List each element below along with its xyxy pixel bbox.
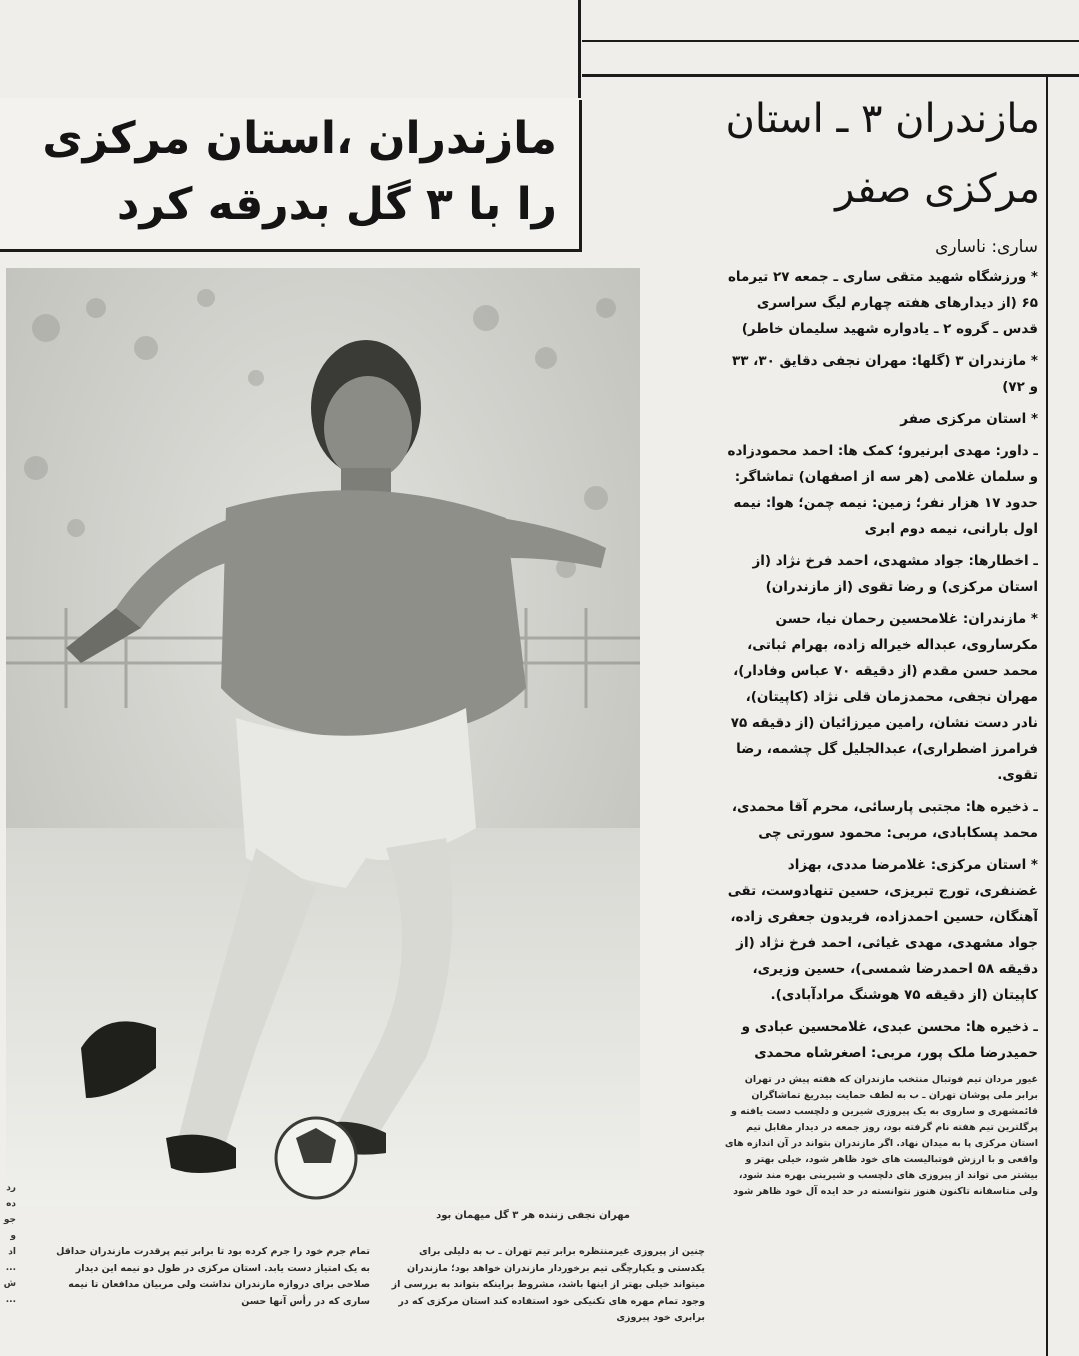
right-header-rule bbox=[582, 40, 1079, 42]
report-paragraph: * مازندران: غلامحسین رحمان نیا، حسن مکرساروی، عبداله خیراله زاده، بهرام ثباتی، محمد حسن مقدم (از دقیقه ۷۰ عباس وفادار)، مهران نجفی، محمدزمان قلی نژاد (کاپیتان)، نادر دست نشان، رامین میرزائیان (از دقیقه ۷۵ فرامرز اضطراری)، عبدالجلیل گل چشمه، رضا تقوی. bbox=[730, 611, 1038, 783]
top-vertical-rule bbox=[578, 0, 581, 100]
main-headline-box bbox=[0, 100, 582, 252]
column-divider bbox=[1046, 74, 1048, 1356]
report-paragraph: * ورزشگاه شهید متقی ساری ـ جمعه ۲۷ تیرماه ۶۵ (از دیدارهای هفته چهارم لیگ سراسری قدس ـ گروه ۲ ـ یادواره شهید سلیمان خاطر) bbox=[727, 269, 1038, 337]
main-headline-line-1: مازندران ،استان مرکزی bbox=[42, 113, 557, 164]
photo-caption: مهران نجفی زننده هر ۳ گل میهمان بود bbox=[436, 1210, 630, 1221]
dateline: ساری: ناساری bbox=[935, 237, 1038, 257]
report-paragraph: ـ ذخیره ها: مجتبی پارسائی، محرم آقا محمدی، محمد پسکابادی، مربی: محمود سورتی چی bbox=[731, 799, 1038, 841]
side-headline-line-2: مرکزی صفر bbox=[835, 166, 1040, 212]
right-header-rule-2 bbox=[582, 74, 1079, 77]
main-headline-line-2: را با ۳ گل بدرقه کرد bbox=[116, 179, 557, 230]
player-photo bbox=[6, 268, 640, 1206]
report-paragraph: * استان مرکزی صفر bbox=[900, 411, 1038, 427]
bottom-column-middle: چنین از پیروزی غیرمنتظره برابر تیم تهران ـ ب به دلیلی برای یکدستی و یکپارچگی تیم برخوردار مازندران خواهد بود؛ مازندران میتواند خیلی بهتر از اینها باشد، مشروط براینکه بتواند به بررسی از وجود تمام مهره های تکنیکی خود استفاده کند استان مرکزی که در برابری خود پیروزی bbox=[391, 1246, 705, 1323]
left-edge-text: رد ده جو و اد ... ش ... bbox=[3, 1183, 16, 1305]
report-paragraph: ـ اخطارها: جواد مشهدی، احمد فرخ نژاد (از استان مرکزی) و رضا تقوی (از مازندران) bbox=[752, 553, 1038, 595]
side-headline-line-1: مازندران ۳ ـ استان bbox=[725, 96, 1040, 142]
report-paragraph: ـ داور: مهدی ابرنیرو؛ کمک ها: احمد محمودزاده و سلمان غلامی (هر سه از اصفهان) تماشاگر: حدود ۱۷ هزار نفر؛ زمین: نیمه چمن؛ هوا: نیمه اول بارانی، نیمه دوم ابری bbox=[727, 443, 1038, 537]
report-paragraph: * استان مرکزی: غلامرضا مددی، بهزاد غضنفری، تورج تبریزی، حسین تنهادوست، تقی آهنگان، حسین احمدزاده، فریدون جعفری زاده، جواد مشهدی، مهدی غیاثی، احمد فرخ نژاد (از دقیقه ۵۸ احمدرضا شمسی)، حسین وزیری، کاپیتان (از دقیقه ۷۵ هوشنگ مرادآبادی). bbox=[727, 857, 1038, 1003]
report-paragraph: * مازندران ۳ (گلها: مهران نجفی دقایق ۳۰، ۳۳ و ۷۲) bbox=[732, 353, 1038, 395]
side-headline bbox=[700, 84, 1040, 224]
report-paragraph: ـ ذخیره ها: محسن عبدی، غلامحسین عبادی و حمیدرضا ملک پور، مربی: اصغرشاه محمدی bbox=[741, 1019, 1038, 1061]
bottom-column-left: تمام جرم خود را جرم کرده بود تا برابر تیم پرقدرت مازندران حداقل به یک امتیاز دست یابد. استان مرکزی در طول دو نیمه این دیدار صلاحی برای دروازه مازندران نداشت ولی مربیان مدافعان تا نیمه ساری که در رأس آنها حسن bbox=[56, 1246, 370, 1307]
photo-drawing bbox=[6, 268, 640, 1206]
match-report-column bbox=[720, 232, 1038, 1342]
article-body-paragraph: غیور مردان تیم فوتبال منتخب مازندران که هفته پیش در تهران برابر ملی پوشان تهران ـ ب به لطف حمایت بیدریغ تماشاگران قائمشهری و ساروی به یک پیروزی شیرین و دلچسب دست یافته و پرگلترین تیم هفته نام گرفته بود، روز جمعه در دیدار مقابل تیم استان مرکزی پا به میدان نهاد. اگر مازندران بتواند در آن اندازه های واقعی و با ارزش فوتبالیست های خود ظاهر شود، خیلی بهتر و بیشتر می تواند از پیروزی های دلچسب و شیرینی بهره مند شود، ولی متاسفانه تاکنون هنوز نتوانسته در حد ایده آل خود ظاهر شود bbox=[724, 1074, 1038, 1197]
